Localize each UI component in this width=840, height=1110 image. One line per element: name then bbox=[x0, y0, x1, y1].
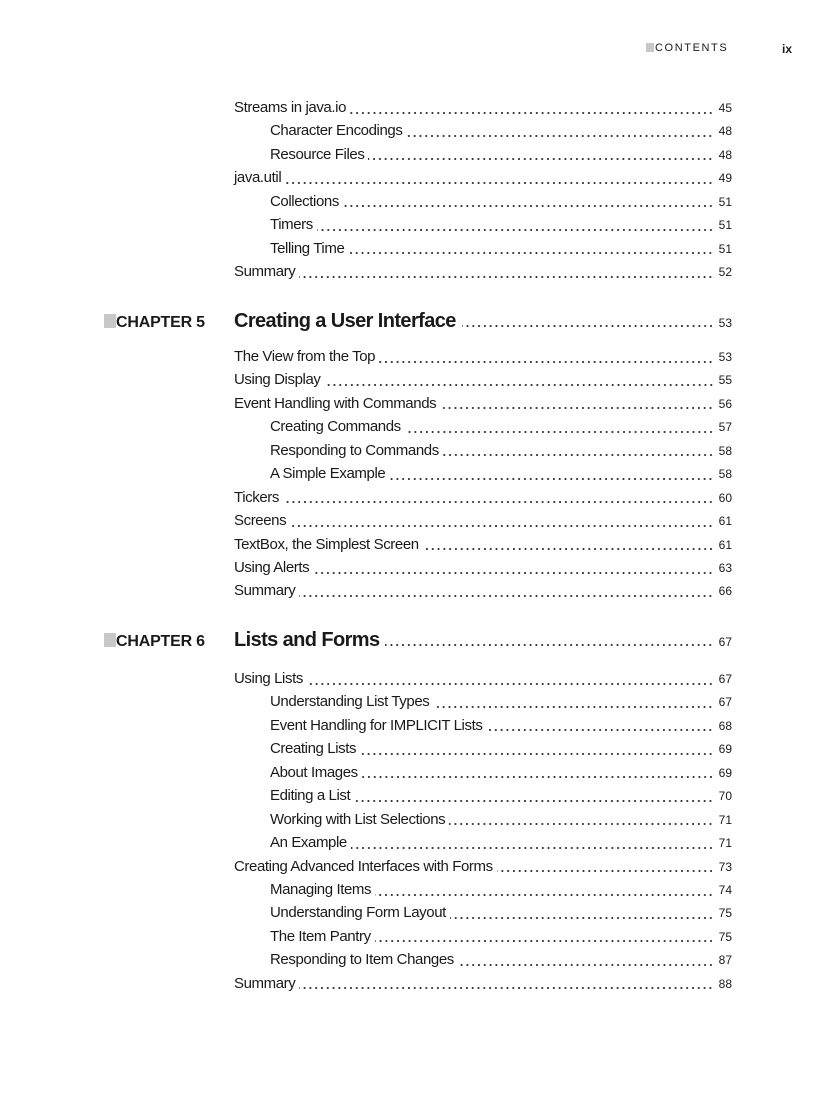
toc-entry-title: An Example bbox=[270, 834, 347, 852]
dot-leader bbox=[325, 368, 714, 391]
toc-entry-page: 57 bbox=[718, 420, 732, 435]
dot-leader bbox=[343, 190, 714, 213]
toc-entry-title: Streams in java.io bbox=[234, 99, 347, 116]
toc-entry[interactable] bbox=[234, 237, 732, 260]
dot-leader bbox=[360, 737, 714, 760]
toc-entry[interactable] bbox=[234, 486, 732, 509]
running-header-section bbox=[646, 42, 728, 54]
chapter-label bbox=[104, 309, 234, 337]
header-marker bbox=[646, 43, 654, 52]
toc-entry-title: Using Alerts bbox=[234, 558, 310, 576]
toc-entry-page: 71 bbox=[718, 812, 732, 827]
toc-entry-title: Character Encodings bbox=[270, 122, 403, 140]
dot-leader bbox=[433, 690, 713, 713]
dot-leader bbox=[285, 166, 713, 189]
toc-entry-page: 61 bbox=[718, 537, 732, 552]
toc-entry-title: Using Lists bbox=[234, 670, 303, 687]
dot-leader bbox=[348, 237, 713, 260]
toc-entry-title: Responding to Commands bbox=[270, 441, 439, 459]
toc-entry[interactable] bbox=[234, 761, 732, 784]
dot-leader bbox=[449, 808, 713, 831]
toc-entry-page: 58 bbox=[718, 467, 732, 482]
toc-entry-page: 69 bbox=[718, 742, 732, 757]
toc-entry-page: 45 bbox=[718, 101, 732, 115]
toc-entry-page: 55 bbox=[718, 373, 732, 388]
dot-leader bbox=[299, 579, 713, 602]
toc-entry-page: 88 bbox=[718, 976, 732, 991]
toc-entry-page: 60 bbox=[718, 490, 732, 505]
toc-entry-page: 58 bbox=[718, 443, 732, 458]
toc-entry-title: Screens bbox=[234, 512, 287, 530]
dot-leader bbox=[406, 119, 713, 142]
chapter-page: 67 bbox=[718, 635, 732, 649]
toc-entry-page: 75 bbox=[718, 929, 732, 944]
toc-entry-title: Understanding List Types bbox=[270, 693, 430, 711]
toc-entry-page: 51 bbox=[718, 194, 732, 209]
toc-entry-title: Telling Time bbox=[270, 239, 345, 257]
dot-leader bbox=[307, 667, 714, 690]
toc-entry[interactable] bbox=[234, 972, 732, 995]
dot-leader bbox=[317, 213, 714, 236]
dot-leader bbox=[354, 784, 713, 807]
dot-leader bbox=[375, 878, 714, 901]
dot-leader bbox=[299, 972, 713, 995]
toc-entry[interactable] bbox=[234, 855, 732, 878]
toc-entry[interactable] bbox=[234, 96, 732, 119]
toc-entry[interactable] bbox=[234, 213, 732, 236]
toc-entry-page: 74 bbox=[718, 882, 732, 897]
toc-entry[interactable] bbox=[234, 392, 732, 415]
toc-entry-title: Using Display bbox=[234, 371, 321, 389]
toc-entry-page: 71 bbox=[718, 836, 732, 851]
dot-leader bbox=[385, 626, 713, 654]
toc-entry-page: 51 bbox=[718, 218, 732, 233]
toc-entry-page: 56 bbox=[718, 396, 732, 411]
dot-leader bbox=[368, 143, 713, 166]
dot-leader bbox=[443, 439, 714, 462]
toc-entry-page: 48 bbox=[718, 147, 732, 162]
toc-entry[interactable] bbox=[234, 119, 732, 142]
toc-entry-title: Editing a List bbox=[270, 787, 351, 805]
dot-leader bbox=[458, 948, 714, 971]
chapter-heading bbox=[104, 626, 732, 654]
toc-entry-title: About Images bbox=[270, 763, 358, 781]
dot-leader bbox=[440, 392, 713, 415]
dot-leader bbox=[389, 462, 713, 485]
toc-entry[interactable] bbox=[234, 579, 732, 602]
toc-entry-title: Tickers bbox=[234, 488, 279, 506]
dot-leader bbox=[379, 345, 714, 368]
dot-leader bbox=[497, 855, 714, 878]
toc-entry[interactable] bbox=[234, 415, 732, 438]
dot-leader bbox=[462, 307, 714, 335]
dot-leader bbox=[350, 96, 714, 119]
toc-entry-page: 49 bbox=[718, 171, 732, 186]
toc-entry-title: Event Handling with Commands bbox=[234, 394, 437, 412]
toc-entry-title: Summary bbox=[234, 263, 296, 281]
dot-leader bbox=[351, 831, 714, 854]
dot-leader bbox=[283, 486, 714, 509]
toc-entry-page: 66 bbox=[718, 584, 732, 599]
dot-leader bbox=[450, 901, 714, 924]
dot-leader bbox=[290, 509, 713, 532]
dot-leader bbox=[299, 260, 713, 283]
toc-block bbox=[234, 96, 732, 284]
toc-entry-title: The View from the Top bbox=[234, 348, 376, 365]
toc-entry-page: 61 bbox=[718, 514, 732, 529]
toc-entry[interactable] bbox=[234, 345, 732, 368]
toc-entry[interactable] bbox=[234, 690, 732, 713]
page-number: ix bbox=[782, 42, 793, 56]
toc-entry-page: 68 bbox=[718, 718, 732, 733]
chapter-page: 53 bbox=[718, 316, 732, 330]
chapter-label bbox=[104, 628, 234, 656]
toc-entry[interactable] bbox=[234, 556, 732, 579]
toc-entry[interactable] bbox=[234, 533, 732, 556]
toc-entry-title: Managing Items bbox=[270, 880, 372, 898]
toc-block bbox=[234, 667, 732, 995]
toc-entry[interactable] bbox=[234, 737, 732, 760]
toc-entry-page: 52 bbox=[718, 265, 732, 280]
toc-entry-title: A Simple Example bbox=[270, 465, 386, 483]
toc-entry[interactable] bbox=[234, 831, 732, 854]
toc-entry-title: Understanding Form Layout bbox=[270, 904, 446, 922]
toc-entry[interactable] bbox=[234, 439, 732, 462]
toc-entry[interactable] bbox=[234, 784, 732, 807]
toc-entry[interactable] bbox=[234, 462, 732, 485]
toc-entry[interactable] bbox=[234, 667, 732, 690]
dot-leader bbox=[423, 533, 714, 556]
toc-entry[interactable] bbox=[234, 143, 732, 166]
toc-entry-page: 70 bbox=[718, 789, 732, 804]
toc-entry-title: Creating Advanced Interfaces with Forms bbox=[234, 857, 493, 875]
toc-entry-title: Creating Lists bbox=[270, 740, 357, 758]
toc-entry[interactable] bbox=[234, 808, 732, 831]
toc-entry[interactable] bbox=[234, 714, 732, 737]
chapter-marker bbox=[104, 633, 116, 647]
toc-entry-page: 69 bbox=[718, 765, 732, 780]
toc-entry[interactable] bbox=[234, 368, 732, 391]
toc-entry-page: 67 bbox=[718, 695, 732, 710]
dot-leader bbox=[362, 761, 714, 784]
toc-entry[interactable] bbox=[234, 260, 732, 283]
toc-entry-title: Working with List Selections bbox=[270, 810, 446, 828]
chapter-title: Creating a User Interface bbox=[234, 310, 456, 332]
toc-entry-title: TextBox, the Simplest Screen bbox=[234, 535, 419, 553]
toc-entry-title: Creating Commands bbox=[270, 418, 401, 436]
chapter-label-text: CHAPTER 6 bbox=[116, 633, 205, 650]
toc-entry-title: java.util bbox=[234, 169, 282, 187]
toc-entry-title: Event Handling for IMPLICIT Lists bbox=[270, 716, 483, 734]
toc-entry-page: 75 bbox=[718, 906, 732, 921]
toc-entry-page: 48 bbox=[718, 124, 732, 139]
toc-entry-page: 67 bbox=[718, 672, 732, 686]
toc-entry[interactable] bbox=[234, 878, 732, 901]
toc-entry-page: 73 bbox=[718, 859, 732, 874]
dot-leader bbox=[486, 714, 713, 737]
toc-entry[interactable] bbox=[234, 925, 732, 948]
toc-entry[interactable] bbox=[234, 190, 732, 213]
toc-entry-title: Responding to Item Changes bbox=[270, 951, 454, 969]
toc-entry[interactable] bbox=[234, 901, 732, 924]
dot-leader bbox=[375, 925, 714, 948]
toc-entry-page: 63 bbox=[718, 560, 732, 575]
toc-entry-title: Collections bbox=[270, 192, 339, 210]
toc-entry-title: Summary bbox=[234, 582, 296, 600]
toc-entry-page: 51 bbox=[718, 241, 732, 256]
toc-entry-title: Summary bbox=[234, 974, 296, 992]
toc-block bbox=[234, 345, 732, 603]
chapter-heading bbox=[104, 307, 732, 335]
toc-entry-page: 53 bbox=[718, 350, 732, 364]
chapter-marker bbox=[104, 314, 116, 328]
toc-entry-title: The Item Pantry bbox=[270, 927, 371, 945]
toc-entry-page: 87 bbox=[718, 953, 732, 968]
toc-entry[interactable] bbox=[234, 948, 732, 971]
chapter-label-text: CHAPTER 5 bbox=[116, 314, 205, 331]
toc-entry-title: Timers bbox=[270, 216, 313, 234]
dot-leader bbox=[405, 415, 714, 438]
toc-entry[interactable] bbox=[234, 509, 732, 532]
header-section-label: CONTENTS bbox=[655, 42, 729, 54]
toc-entry[interactable] bbox=[234, 166, 732, 189]
toc-entry-title: Resource Files bbox=[270, 145, 365, 163]
chapter-title: Lists and Forms bbox=[234, 629, 380, 651]
dot-leader bbox=[313, 556, 713, 579]
